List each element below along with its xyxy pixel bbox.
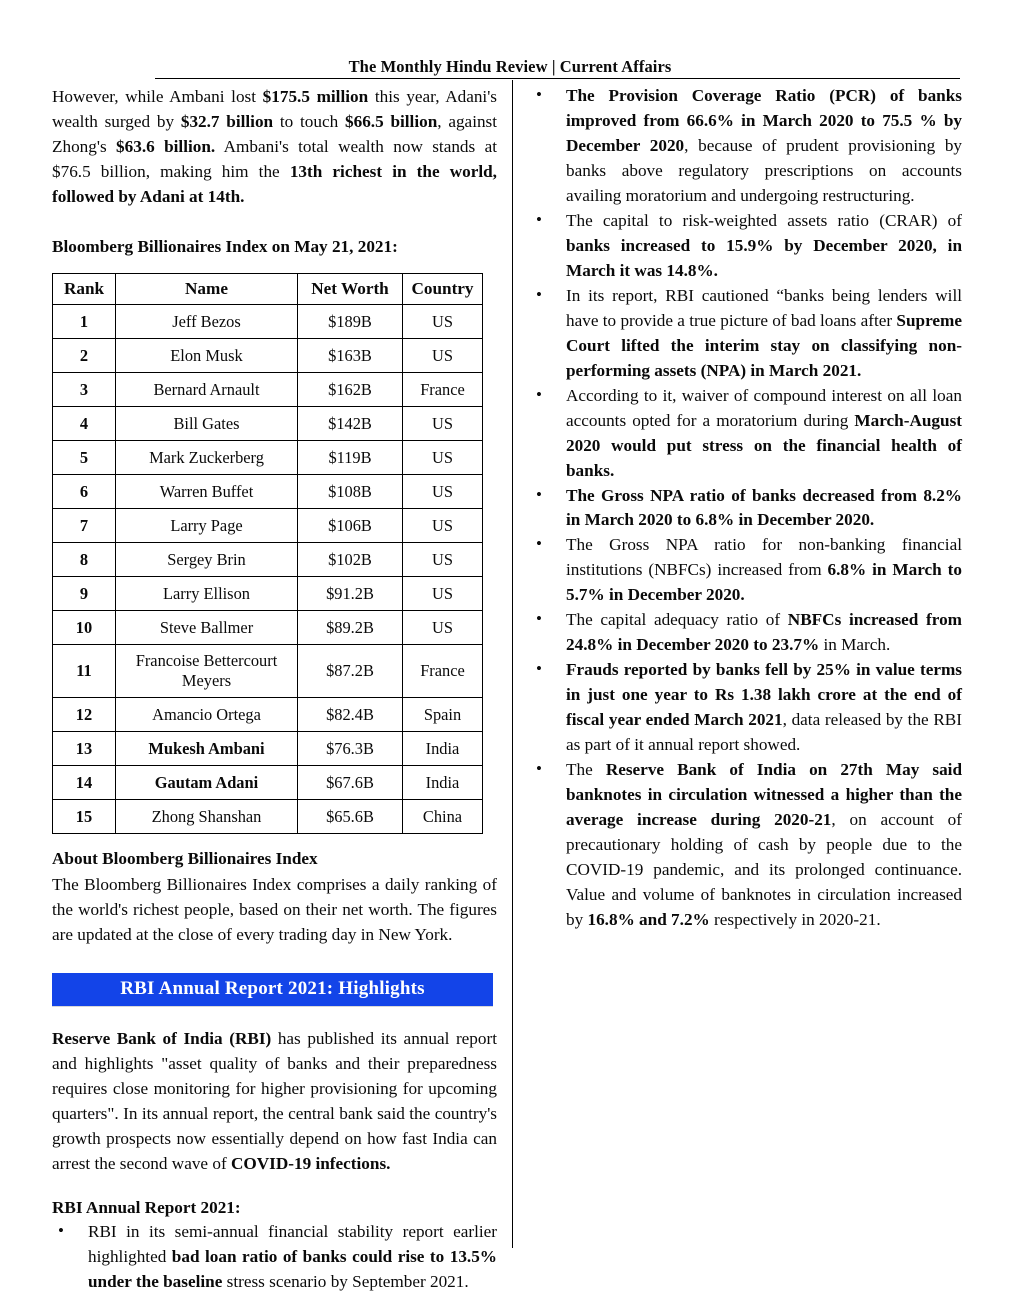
cell-net-worth: $102B — [298, 543, 403, 577]
bullet-item: • According to it, waiver of compound interest on all loan accounts opted for a moratorium during March-August 2020 would put stress on the financial health of banks. — [530, 384, 962, 484]
page-running-header: The Monthly Hindu Review | Current Affairs — [348, 57, 672, 76]
spacer — [52, 834, 497, 847]
table-row — [53, 407, 483, 441]
cell-country: Spain — [403, 698, 483, 732]
cell-country: US — [403, 577, 483, 611]
cell-rank: 8 — [53, 543, 116, 577]
cell-rank: 3 — [53, 373, 116, 407]
cell-country: France — [403, 373, 483, 407]
spacer — [52, 1176, 497, 1196]
spacer — [52, 260, 497, 273]
cell-rank: 11 — [53, 645, 116, 698]
cell-country: France — [403, 645, 483, 698]
bullet-item: • In its report, RBI cautioned “banks being lenders will have to provide a true picture of bad loans after Supreme Court lifted the interim stay on classifying non-performing assets (NPA) in March 2021. — [530, 284, 962, 384]
cell-net-worth: $189B — [298, 305, 403, 339]
cell-country: US — [403, 543, 483, 577]
table-row — [53, 441, 483, 475]
cell-name: Amancio Ortega — [116, 698, 298, 732]
cell-name: Elon Musk — [116, 339, 298, 373]
cell-rank: 2 — [53, 339, 116, 373]
right-bullet-list — [530, 84, 962, 933]
about-index-heading: About Bloomberg Billionaires Index — [52, 849, 318, 869]
cell-net-worth: $108B — [298, 475, 403, 509]
table-row — [53, 475, 483, 509]
cell-net-worth: $87.2B — [298, 645, 403, 698]
left-bullet-list — [52, 1220, 497, 1295]
cell-country: US — [403, 407, 483, 441]
cell-country: US — [403, 305, 483, 339]
cell-country: US — [403, 441, 483, 475]
cell-rank: 4 — [53, 407, 116, 441]
bullet-item: • Frauds reported by banks fell by 25% in value terms in just one year to Rs 1.38 lakh crore at the end of fiscal year ended March 2021, data released by the RBI as part of it annual report showed. — [530, 658, 962, 758]
cell-name: Larry Ellison — [116, 577, 298, 611]
table-row — [53, 645, 483, 698]
section-banner-rbi-annual-report: RBI Annual Report 2021: Highlights — [52, 973, 493, 1006]
rbi-intro-paragraph: Reserve Bank of India (RBI) has published its annual report and highlights "asset quality of banks and their preparedness requires close monitoring for higher provisioning for upcoming quarters". In its annual report, the central bank said the country's growth prospects now essentially depend on how fast India can arrest the second wave of COVID-19 infections. — [52, 1028, 497, 1173]
cell-name: Warren Buffet — [116, 475, 298, 509]
billionaires-table — [52, 273, 483, 835]
bullet-item: • The capital to risk-weighted assets ratio (CRAR) of banks increased to 15.9% by December 2020, in March it was 14.8%. — [530, 209, 962, 284]
table-body — [53, 305, 483, 834]
cell-name: Sergey Brin — [116, 543, 298, 577]
spacer — [52, 209, 497, 235]
table-row — [53, 509, 483, 543]
cell-name: Jeff Bezos — [116, 305, 298, 339]
cell-net-worth: $65.6B — [298, 800, 403, 834]
header-divider-rule — [155, 78, 960, 79]
cell-name: Mark Zuckerberg — [116, 441, 298, 475]
column-divider-rule — [512, 80, 513, 1248]
cell-name: Bernard Arnault — [116, 373, 298, 407]
cell-net-worth: $142B — [298, 407, 403, 441]
spacer — [52, 1006, 497, 1026]
about-index-paragraph: The Bloomberg Billionaires Index comprises a daily ranking of the world's richest people, based on their net worth. The figures are updated at the close of every trading day in New York. — [52, 874, 497, 944]
cell-net-worth: $82.4B — [298, 698, 403, 732]
cell-net-worth: $67.6B — [298, 766, 403, 800]
intro-paragraph: However, while Ambani lost $175.5 million this year, Adani's wealth surged by $32.7 billion to touch $66.5 billion, against Zhong's $63.6 billion. Ambani's total wealth now stands at $76.5 billion, making him the 13th richest in the world, followed by Adani at 14th. — [52, 87, 498, 207]
table-head-tr — [53, 273, 483, 305]
cell-net-worth: $162B — [298, 373, 403, 407]
cell-net-worth: $91.2B — [298, 577, 403, 611]
cell-country: India — [403, 732, 483, 766]
bullet-item: • The Provision Coverage Ratio (PCR) of banks improved from 66.6% in March 2020 to 75.5 % by December 2020, because of prudent provisioning by banks above regulatory prescriptions on accounts availing moratorium and undergoing restructuring. — [530, 84, 962, 209]
right-column — [530, 84, 962, 933]
cell-name: Zhong Shanshan — [116, 800, 298, 834]
cell-country: US — [403, 475, 483, 509]
bullet-item: • The Gross NPA ratio of banks decreased from 8.2% in March 2020 to 6.8% in December 2020. — [530, 484, 962, 534]
table-row — [53, 373, 483, 407]
spacer — [52, 947, 497, 973]
cell-net-worth: $89.2B — [298, 611, 403, 645]
table-row — [53, 577, 483, 611]
bullet-item: • The Gross NPA ratio for non-banking financial institutions (NBFCs) increased from 6.8% in March to 5.7% in December 2020. — [530, 533, 962, 608]
column-header-name: Name — [116, 273, 298, 305]
cell-net-worth: $119B — [298, 441, 403, 475]
table-row — [53, 305, 483, 339]
table-row — [53, 611, 483, 645]
cell-name: Steve Ballmer — [116, 611, 298, 645]
table-row — [53, 732, 483, 766]
cell-net-worth: $163B — [298, 339, 403, 373]
cell-rank: 5 — [53, 441, 116, 475]
cell-name: Larry Page — [116, 509, 298, 543]
table-row — [53, 766, 483, 800]
cell-rank: 1 — [53, 305, 116, 339]
left-column — [52, 84, 497, 1295]
cell-rank: 6 — [53, 475, 116, 509]
table-row — [53, 543, 483, 577]
cell-name: Francoise Bettercourt Meyers — [116, 645, 298, 698]
table-row — [53, 339, 483, 373]
cell-country: US — [403, 509, 483, 543]
cell-rank: 9 — [53, 577, 116, 611]
cell-rank: 10 — [53, 611, 116, 645]
cell-net-worth: $76.3B — [298, 732, 403, 766]
bullet-item: • RBI in its semi-annual financial stability report earlier highlighted bad loan ratio of banks could rise to 13.5% under the baseline stress scenario by September 2021. — [52, 1220, 497, 1295]
column-header-rank: Rank — [53, 273, 116, 305]
cell-country: US — [403, 339, 483, 373]
cell-country: US — [403, 611, 483, 645]
cell-country: China — [403, 800, 483, 834]
cell-name: Gautam Adani — [116, 766, 298, 800]
table-caption: Bloomberg Billionaires Index on May 21, 2021: — [52, 237, 398, 257]
table-row — [53, 698, 483, 732]
cell-rank: 14 — [53, 766, 116, 800]
rbi-annual-report-subheading: RBI Annual Report 2021: — [52, 1197, 241, 1217]
cell-name: Bill Gates — [116, 407, 298, 441]
cell-rank: 13 — [53, 732, 116, 766]
cell-rank: 7 — [53, 509, 116, 543]
cell-name: Mukesh Ambani — [116, 732, 298, 766]
cell-net-worth: $106B — [298, 509, 403, 543]
column-header-country: Country — [403, 273, 483, 305]
cell-country: India — [403, 766, 483, 800]
cell-rank: 15 — [53, 800, 116, 834]
column-header-net-worth: Net Worth — [298, 273, 403, 305]
table-row — [53, 800, 483, 834]
cell-rank: 12 — [53, 698, 116, 732]
bullet-item: • The Reserve Bank of India on 27th May said banknotes in circulation witnessed a higher than the average increase during 2020-21, on account of precautionary holding of cash by people due to the COVID-19 pandemic, and its prolonged continuance. Value and volume of banknotes in circulation increased by 16.8% and 7.2% respectively in 2020-21. — [530, 758, 962, 933]
table-header-row — [53, 273, 483, 305]
bullet-item: • The capital adequacy ratio of NBFCs increased from 24.8% in December 2020 to 23.7% in March. — [530, 608, 962, 658]
